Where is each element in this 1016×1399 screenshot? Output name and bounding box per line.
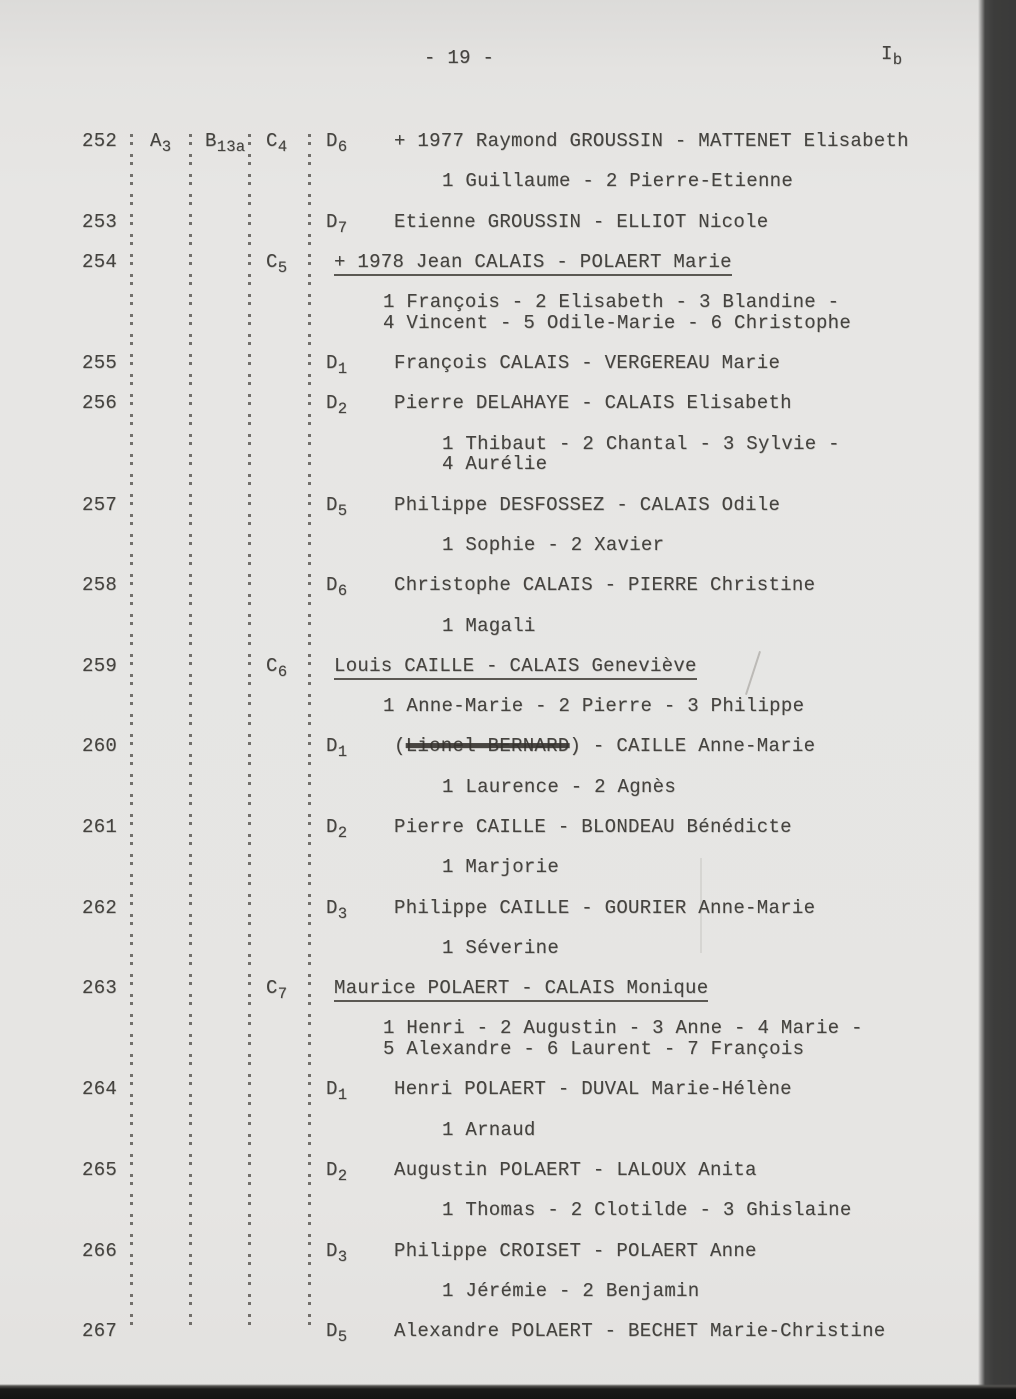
code-d-subscript: 2 [337, 824, 348, 843]
union-text [394, 898, 815, 918]
code-c-letter: C [266, 977, 278, 999]
code-d-letter: D [326, 897, 338, 919]
union-text-segment: ( [394, 735, 406, 757]
union-text [394, 817, 792, 837]
code-d-letter: D [326, 735, 338, 757]
union-text [334, 252, 732, 276]
children-text: 1 Arnaud [442, 1119, 536, 1141]
entry-number: 255 [82, 352, 118, 374]
section-mark-sub: b [892, 51, 903, 70]
entry-number: 267 [82, 1320, 118, 1342]
union-text-segment: Pierre CAILLE - BLONDEAU Bénédicte [394, 816, 792, 838]
union-text [394, 353, 780, 373]
code-d-letter: D [326, 1240, 338, 1262]
code-a [150, 130, 172, 157]
union-text [394, 495, 780, 515]
code-d [326, 574, 348, 601]
code-d [326, 211, 348, 238]
code-d [326, 1078, 348, 1105]
code-a-subscript: 3 [161, 138, 172, 157]
entry-number: 254 [82, 251, 118, 273]
code-d [326, 735, 348, 762]
code-d-subscript: 6 [337, 582, 348, 601]
union-text-segment: Philippe CAILLE - GOURIER Anne-Marie [394, 897, 816, 919]
code-d-subscript: 1 [337, 743, 348, 762]
children-text: 1 Séverine [442, 937, 560, 959]
entry-number: 253 [82, 211, 118, 233]
entry-number: 257 [82, 494, 118, 516]
union-text-segment: Etienne GROUSSIN - ELLIOT Nicole [394, 211, 769, 233]
page-number: - 19 - [424, 47, 495, 69]
children-text: 1 Anne-Marie - 2 Pierre - 3 Philippe [383, 695, 805, 717]
union-text-segment: + 1978 Jean CALAIS - POLAERT Marie [334, 251, 732, 273]
code-d-letter: D [326, 392, 338, 414]
entry-number: 259 [82, 655, 118, 677]
code-d-letter: D [326, 1078, 338, 1100]
code-d-subscript: 3 [337, 905, 348, 924]
code-d [326, 1159, 348, 1186]
code-d [326, 1320, 348, 1347]
children-text: 1 Laurence - 2 Agnès [442, 776, 677, 798]
code-c [266, 251, 288, 278]
children-text: 4 Vincent - 5 Odile-Marie - 6 Christophe [383, 312, 852, 334]
union-text-segment: Alexandre POLAERT - BECHET Marie-Christine [394, 1320, 886, 1342]
code-d-subscript: 2 [337, 400, 348, 419]
code-c-letter: C [266, 655, 278, 677]
section-mark-base: I [881, 43, 893, 65]
union-text-segment: Christophe CALAIS - PIERRE Christine [394, 574, 816, 596]
code-d [326, 352, 348, 379]
section-mark [881, 43, 903, 70]
code-d-subscript: 1 [337, 360, 348, 379]
code-c-subscript: 6 [277, 663, 288, 682]
union-text [334, 978, 708, 1002]
children-text: 4 Aurélie [442, 453, 548, 475]
children-text: 1 François - 2 Elisabeth - 3 Blandine - [383, 291, 840, 313]
entry-number: 256 [82, 392, 118, 414]
code-d-subscript: 5 [337, 1328, 348, 1347]
union-text [394, 736, 815, 756]
union-text-segment: ) - CAILLE Anne-Marie [569, 735, 816, 757]
code-b-subscript: 13a [216, 138, 246, 157]
code-d-subscript: 5 [337, 502, 348, 521]
code-d-subscript: 2 [337, 1167, 348, 1186]
code-c-letter: C [266, 130, 278, 152]
children-text: 5 Alexandre - 6 Laurent - 7 François [383, 1038, 805, 1060]
union-text-segment: Louis CAILLE - CALAIS Geneviève [334, 655, 697, 677]
code-c-subscript: 5 [277, 259, 288, 278]
code-b-letter: B [205, 130, 217, 152]
code-d [326, 494, 348, 521]
union-text [394, 1160, 757, 1180]
code-d [326, 130, 348, 157]
children-text: 1 Jérémie - 2 Benjamin [442, 1280, 700, 1302]
union-text [394, 131, 909, 151]
entry-number: 261 [82, 816, 118, 838]
union-text [394, 1321, 885, 1341]
union-text [394, 212, 768, 232]
code-c [266, 977, 288, 1004]
code-c [266, 655, 288, 682]
code-d-letter: D [326, 494, 338, 516]
code-d-letter: D [326, 816, 338, 838]
union-text-segment: Philippe CROISET - POLAERT Anne [394, 1240, 757, 1262]
code-d [326, 1240, 348, 1267]
dotted-column-line-1 [130, 134, 133, 1334]
children-text: 1 Henri - 2 Augustin - 3 Anne - 4 Marie - [383, 1017, 863, 1039]
code-b [205, 130, 246, 157]
union-text-segment: Maurice POLAERT - CALAIS Monique [334, 977, 709, 999]
union-text-segment: Philippe DESFOSSEZ - CALAIS Odile [394, 494, 781, 516]
code-d-letter: D [326, 130, 338, 152]
code-d-letter: D [326, 1159, 338, 1181]
scan-scratch-artifact [745, 651, 761, 695]
code-d-subscript: 3 [337, 1248, 348, 1267]
children-text: 1 Thomas - 2 Clotilde - 3 Ghislaine [442, 1199, 852, 1221]
code-c-subscript: 4 [277, 138, 288, 157]
code-d-letter: D [326, 211, 338, 233]
dotted-column-line-3 [248, 134, 251, 1334]
union-text [334, 656, 697, 680]
code-a-letter: A [150, 130, 162, 152]
children-text: 1 Guillaume - 2 Pierre-Etienne [442, 170, 794, 192]
entry-number: 260 [82, 735, 118, 757]
code-c-letter: C [266, 251, 278, 273]
code-d-letter: D [326, 574, 338, 596]
code-d-subscript: 6 [337, 138, 348, 157]
code-c-subscript: 7 [277, 985, 288, 1004]
code-d [326, 816, 348, 843]
union-text-segment: Pierre DELAHAYE - CALAIS Elisabeth [394, 392, 792, 414]
entry-number: 265 [82, 1159, 118, 1181]
entry-number: 252 [82, 130, 118, 152]
union-text [394, 1079, 792, 1099]
children-text: 1 Thibaut - 2 Chantal - 3 Sylvie - [442, 433, 840, 455]
code-c [266, 130, 288, 157]
union-text [394, 575, 815, 595]
union-text-struck: Lionel BERNARD [405, 735, 570, 757]
union-text-segment: Henri POLAERT - DUVAL Marie-Hélène [394, 1078, 792, 1100]
union-text [394, 1241, 757, 1261]
code-d-subscript: 1 [337, 1086, 348, 1105]
code-d-letter: D [326, 352, 338, 374]
code-d [326, 392, 348, 419]
entry-number: 266 [82, 1240, 118, 1262]
union-text-segment: + 1977 Raymond GROUSSIN - MATTENET Elisabeth [394, 130, 909, 152]
code-d-letter: D [326, 1320, 338, 1342]
dotted-column-line-2 [189, 134, 192, 1334]
children-text: 1 Magali [442, 615, 536, 637]
entry-number: 263 [82, 977, 118, 999]
union-text-segment: Augustin POLAERT - LALOUX Anita [394, 1159, 757, 1181]
entry-number: 258 [82, 574, 118, 596]
dotted-column-line-4 [308, 134, 311, 1334]
union-text-segment: François CALAIS - VERGEREAU Marie [394, 352, 781, 374]
entry-number: 264 [82, 1078, 118, 1100]
scan-edge-right [978, 0, 1016, 1399]
children-text: 1 Sophie - 2 Xavier [442, 534, 665, 556]
code-d [326, 897, 348, 924]
scan-streak-artifact [700, 858, 702, 953]
code-d-subscript: 7 [337, 219, 348, 238]
entry-number: 262 [82, 897, 118, 919]
children-text: 1 Marjorie [442, 856, 560, 878]
union-text [394, 393, 792, 413]
scan-edge-bottom [0, 1384, 1016, 1399]
